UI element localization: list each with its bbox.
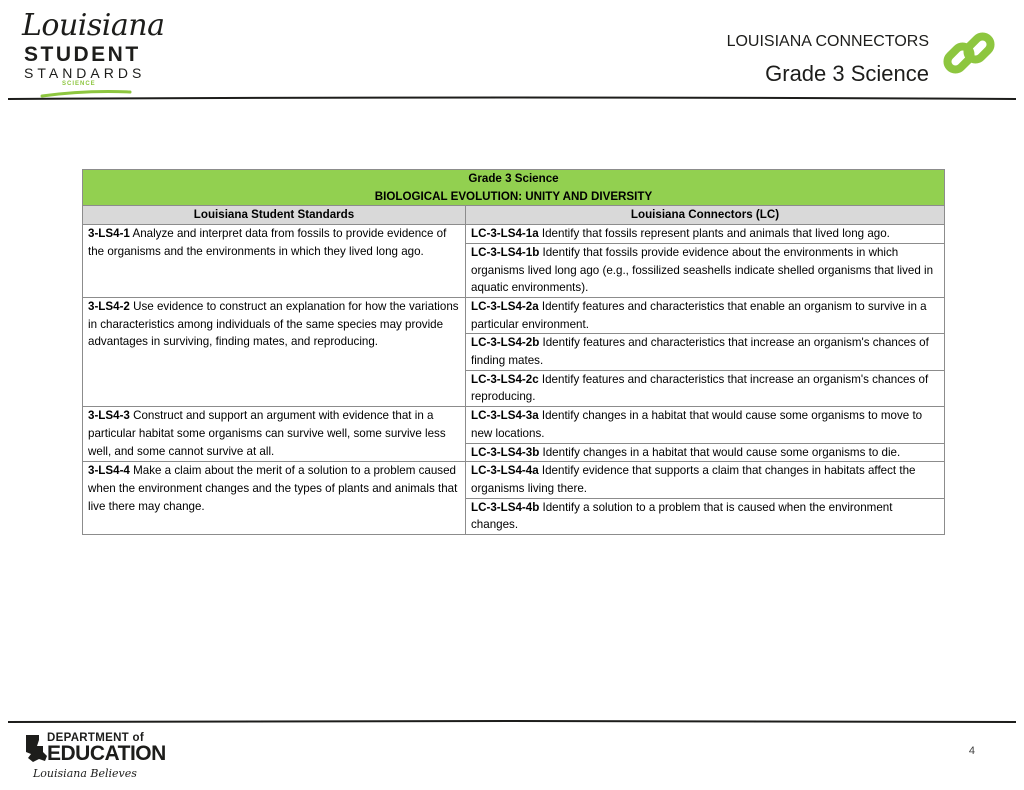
connector-cell bbox=[466, 370, 945, 406]
connector-text: Identify features and characteristics that increase an organism's chances of finding mates. bbox=[471, 336, 929, 368]
doe-tagline: Louisiana Believes bbox=[33, 767, 137, 780]
standard-cell bbox=[83, 407, 466, 462]
doe-department-text: DEPARTMENT of bbox=[47, 732, 144, 744]
column-header-connectors: Louisiana Connectors (LC) bbox=[466, 206, 945, 225]
connector-cell bbox=[466, 297, 945, 333]
standard-code: 3-LS4-4 bbox=[88, 464, 130, 478]
standard-code: 3-LS4-1 bbox=[88, 227, 130, 241]
column-header-standards: Louisiana Student Standards bbox=[83, 206, 466, 225]
connector-text: Identify that fossils provide evidence about the environments in which organisms lived long ago (e.g., fossilized seashells indicate shelled organisms that lived in aquatic environments). bbox=[471, 245, 934, 295]
connector-text: Identify evidence that supports a claim that changes in habitats affect the organisms living there. bbox=[471, 464, 916, 495]
connector-code: LC-3-LS4-1b bbox=[471, 245, 540, 259]
footer-divider bbox=[8, 719, 1016, 725]
header-title: LOUISIANA CONNECTORS bbox=[726, 33, 929, 50]
louisiana-state-icon bbox=[25, 734, 47, 764]
connector-code: LC-3-LS4-2a bbox=[471, 299, 539, 313]
standards-table bbox=[82, 169, 945, 535]
header-divider bbox=[8, 96, 1016, 102]
connector-text: Identify that fossils represent plants and animals that lived long ago. bbox=[538, 227, 890, 241]
table-title: Grade 3 Science bbox=[468, 172, 559, 185]
standard-code: 3-LS4-3 bbox=[88, 409, 130, 423]
standard-cell bbox=[83, 297, 466, 406]
logo-script-text: Louisiana bbox=[22, 8, 165, 43]
connector-cell bbox=[466, 243, 945, 297]
table-row bbox=[83, 462, 945, 498]
logo-standards-text: STANDARDS bbox=[24, 65, 146, 81]
header-subtitle: Grade 3 Science bbox=[765, 61, 929, 86]
connector-cell bbox=[466, 225, 945, 244]
standard-code: 3-LS4-2 bbox=[88, 299, 130, 313]
department-of-education-logo bbox=[25, 732, 165, 782]
standard-text: Use evidence to construct an explanation for how the variations in characteristics among individuals of the same species may provide advantages in surviving, finding mates, and reproducing. bbox=[88, 299, 459, 349]
table-row bbox=[83, 407, 945, 443]
connector-code: LC-3-LS4-2b bbox=[471, 336, 540, 350]
table-row bbox=[83, 225, 945, 244]
column-header-row bbox=[83, 206, 945, 225]
table-subtitle: BIOLOGICAL EVOLUTION: UNITY AND DIVERSITY bbox=[374, 189, 653, 203]
connector-cell bbox=[466, 443, 945, 462]
standard-cell bbox=[83, 225, 466, 298]
standard-text: Analyze and interpret data from fossils to provide evidence of the organisms and the environments in which they lived long ago. bbox=[88, 227, 447, 258]
connector-code: LC-3-LS4-3a bbox=[471, 409, 539, 423]
connector-code: LC-3-LS4-2c bbox=[471, 372, 539, 386]
connector-text: Identify changes in a habitat that would cause some organisms to move to new locations. bbox=[471, 409, 923, 440]
connector-code: LC-3-LS4-3b bbox=[471, 445, 540, 459]
connector-code: LC-3-LS4-4a bbox=[471, 464, 539, 478]
doe-education-text: EDUCATION bbox=[47, 742, 166, 765]
standard-text: Make a claim about the merit of a solution to a problem caused when the environment changes and the types of plants and animals that live there may change. bbox=[88, 464, 458, 513]
connector-text: Identify changes in a habitat that would cause some organisms to die. bbox=[539, 445, 901, 459]
connector-code: LC-3-LS4-1a bbox=[471, 227, 539, 241]
connector-cell bbox=[466, 334, 945, 370]
connector-cell bbox=[466, 407, 945, 443]
connector-cell bbox=[466, 498, 945, 534]
connector-text: Identify features and characteristics that increase an organism's chances of reproducing. bbox=[471, 372, 929, 404]
connector-text: Identify features and characteristics that enable an organism to survive in a particular environment. bbox=[471, 299, 927, 331]
table-title-cell bbox=[83, 170, 945, 206]
page-number: 4 bbox=[968, 745, 975, 757]
chain-link-icon bbox=[940, 28, 1000, 88]
louisiana-student-standards-logo bbox=[22, 8, 165, 96]
standard-cell bbox=[83, 462, 466, 535]
logo-science-text: SCIENCE bbox=[62, 81, 96, 87]
connector-code: LC-3-LS4-4b bbox=[471, 500, 540, 514]
logo-student-text: STUDENT bbox=[24, 43, 141, 66]
table-row bbox=[83, 297, 945, 333]
table-title-row bbox=[83, 170, 945, 206]
connector-cell bbox=[466, 462, 945, 498]
connector-text: Identify a solution to a problem that is caused when the environment changes. bbox=[471, 500, 893, 532]
standard-text: Construct and support an argument with evidence that in a particular habitat some organisms can survive well, some survive less well, and some cannot survive at all. bbox=[88, 409, 446, 458]
